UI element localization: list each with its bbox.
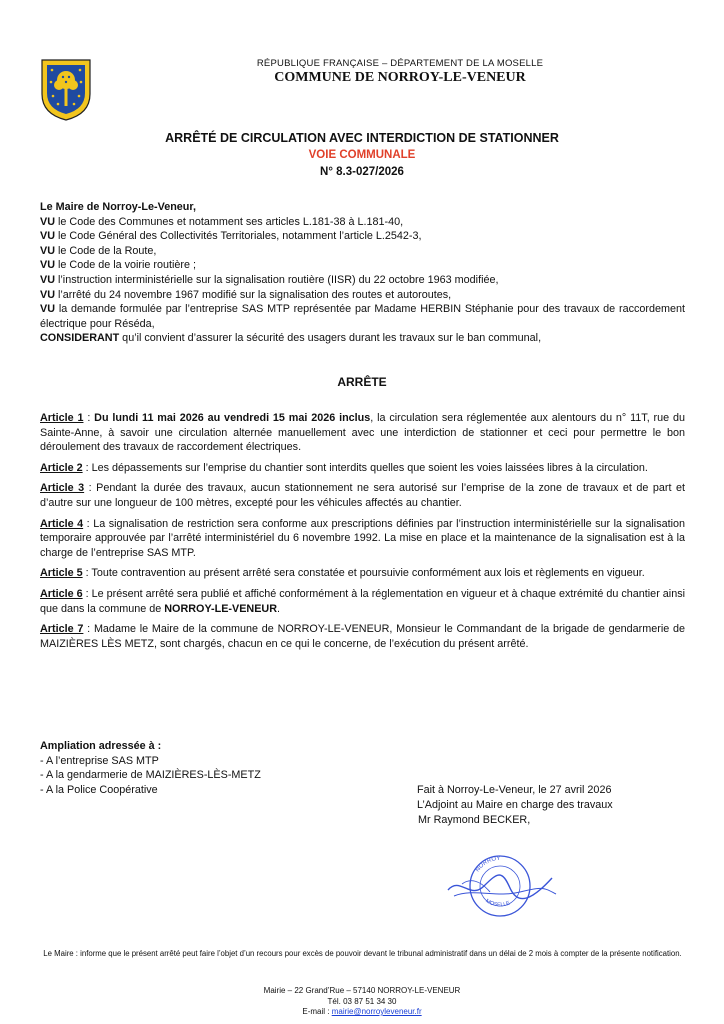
header-commune-name: COMMUNE DE NORROY-LE-VENEUR xyxy=(274,70,526,85)
visa-text: la demande formulée par l’entreprise SAS MTP représentée par Madame HERBIN Stéphanie pour des travaux de raccordement électrique pour Réséda, xyxy=(40,303,685,330)
article-separator: : xyxy=(83,517,94,530)
visas-section xyxy=(40,200,685,346)
signature-name: Mr Raymond BECKER, xyxy=(418,814,531,826)
visa-lead: VU xyxy=(40,230,55,243)
article-label: Article 5 xyxy=(40,567,83,580)
visa-line xyxy=(40,244,685,259)
article-label: Article 6 xyxy=(40,587,83,600)
article-separator: : xyxy=(83,623,94,636)
article-text: , la circulation sera réglementée aux alentours du n° 11T, rue du Sainte-Anne, à savoir une circulation alternée manuellement avec une interdiction de stationner et ceci pour permettre le bon déroulement des travaux de raccordement électriques. xyxy=(40,412,685,454)
svg-text:MOSELLE xyxy=(484,898,511,908)
commune-crest-logo xyxy=(40,58,92,122)
article-5 xyxy=(40,566,685,581)
visa-lead: CONSIDERANT xyxy=(40,332,120,345)
article-bold-text: NORROY-LE-VENEUR xyxy=(164,602,278,615)
article-text: Le présent arrêté sera publié et affiché conformément à la réglementation en vigueur et à chaque extrémité du chantier ainsi que dans la commune de xyxy=(40,587,685,615)
visa-line xyxy=(40,302,685,331)
document-subtitle: VOIE COMMUNALE xyxy=(308,149,416,161)
article-label: Article 2 xyxy=(40,461,83,474)
article-text: Madame le Maire de la commune de NORROY-LE-VENEUR, Monsieur le Commandant de la brigade de gendarmerie de MAIZIÈRES LÈS METZ, sont chargés, chacun en ce qui le concerne, de l’exécution du présent arrêté. xyxy=(40,623,686,650)
ampliation-item: - A l’entreprise SAS MTP xyxy=(40,754,159,767)
ampliation-item: - A la gendarmerie de MAIZIÈRES-LÈS-METZ xyxy=(40,769,261,782)
visa-line xyxy=(40,258,685,273)
article-label: Article 7 xyxy=(40,623,84,636)
footer-contact xyxy=(0,986,724,1018)
visa-line xyxy=(40,200,685,215)
article-separator: : xyxy=(84,482,97,495)
article-6 xyxy=(40,587,685,616)
visa-line xyxy=(40,331,685,346)
signature-place-date: Fait à Norroy-Le-Veneur, le 27 avril 2026 xyxy=(417,784,612,796)
article-separator: : xyxy=(82,461,92,474)
article-label: Article 1 xyxy=(40,412,84,424)
signature-block xyxy=(417,783,687,828)
visa-lead: Le Maire de Norroy-Le-Veneur, xyxy=(40,201,197,213)
visa-line xyxy=(40,215,685,230)
signature-role: L’Adjoint au Maire en charge des travaux xyxy=(417,799,613,811)
visa-text: le Code des Communes et notamment ses articles L.181-38 à L.181-40, xyxy=(55,215,404,228)
arrete-number: N° 8.3-027/2026 xyxy=(320,166,404,178)
stamp-top-text: NORROY xyxy=(474,855,501,874)
article-bold-text: Du lundi 11 mai 2026 au vendredi 15 mai 2026 inclus xyxy=(94,412,371,424)
article-separator: : xyxy=(82,567,92,580)
article-separator: : xyxy=(82,587,92,600)
footer-email-line xyxy=(0,1007,724,1018)
visa-text: le Code de la Route, xyxy=(55,244,157,257)
footer-email-link[interactable]: mairie@norroyleveneur.fr xyxy=(331,1007,422,1016)
ampliation-section xyxy=(40,739,340,797)
article-tail: . xyxy=(277,602,281,615)
article-text: Les dépassements sur l’emprise du chantier sont interdits quelles que soient les voies laissées libres à la circulation. xyxy=(91,461,648,474)
official-stamp-signature xyxy=(440,848,560,922)
visa-lead: VU xyxy=(40,215,55,228)
visa-lead: VU xyxy=(40,244,55,257)
visa-lead: VU xyxy=(40,273,55,286)
article-2 xyxy=(40,461,685,476)
visa-text: le Code Général des Collectivités Territoriales, notamment l’article L.2542-3, xyxy=(55,230,422,243)
footer-address: Mairie – 22 Grand’Rue – 57140 NORROY-LE-VENEUR xyxy=(263,986,461,995)
article-separator: : xyxy=(83,412,95,424)
visa-text: l’arrêté du 24 novembre 1967 modifié sur la signalisation des routes et autoroutes, xyxy=(55,288,452,301)
visa-lead: VU xyxy=(40,259,55,272)
arrete-heading: ARRÊTE xyxy=(337,375,387,389)
article-label: Article 4 xyxy=(40,517,84,530)
article-text: Pendant la durée des travaux, aucun stationnement ne sera autorisé sur l’emprise de la zone de travaux et de part et d’autre sur une longueur de 100 mètres, excepté pour les véhicules affectés au chantier. xyxy=(40,482,686,509)
article-7 xyxy=(40,622,685,651)
ampliation-item: - A la Police Coopérative xyxy=(40,783,158,796)
articles-section xyxy=(40,411,685,657)
footer-phone: Tél. 03 87 51 34 30 xyxy=(327,996,397,1006)
article-text: Toute contravention au présent arrêté sera constatée et poursuivie conformément aux lois et règlements en vigueur. xyxy=(91,567,645,580)
article-3 xyxy=(40,481,685,510)
visa-text: qu’il convient d’assurer la sécurité des usagers durant les travaux sur le ban communal, xyxy=(119,332,542,345)
article-1 xyxy=(40,411,685,455)
article-4 xyxy=(40,517,685,561)
visa-text: le Code de la voirie routière ; xyxy=(55,259,197,272)
document-title: ARRÊTÉ DE CIRCULATION AVEC INTERDICTION DE STATIONNER xyxy=(165,131,559,145)
article-label: Article 3 xyxy=(40,482,85,495)
visa-text: l’instruction interministérielle sur la signalisation routière (IISR) du 22 octobre 1963 modifiée, xyxy=(55,273,499,286)
visa-line xyxy=(40,229,685,244)
visa-line xyxy=(40,273,685,288)
visa-lead: VU xyxy=(40,288,55,301)
footer-legal-notice: Le Maire : informe que le présent arrêté peut faire l’objet d’un recours pour excès de pouvoir devant le tribunal administratif dans un délai de 2 mois à compter de la présente notification. xyxy=(43,949,682,958)
footer-email-label: E-mail : xyxy=(302,1007,332,1016)
article-text: La signalisation de restriction sera conforme aux prescriptions définies par l’instruction interministérielle sur la signalisation temporaire approuvée par l’arrêté interministériel du 6 novembre 1992. La mise en place et la maintenance de la signalisation est à la charge de l’entreprise SAS MTP. xyxy=(40,517,686,559)
stamp-bottom-text: MOSELLE xyxy=(484,898,511,909)
visa-lead: VU xyxy=(40,303,55,316)
ampliation-heading: Ampliation adressée à : xyxy=(40,740,162,752)
header-republic-line: RÉPUBLIQUE FRANÇAISE – DÉPARTEMENT DE LA MOSELLE xyxy=(256,58,544,69)
visa-line xyxy=(40,288,685,303)
